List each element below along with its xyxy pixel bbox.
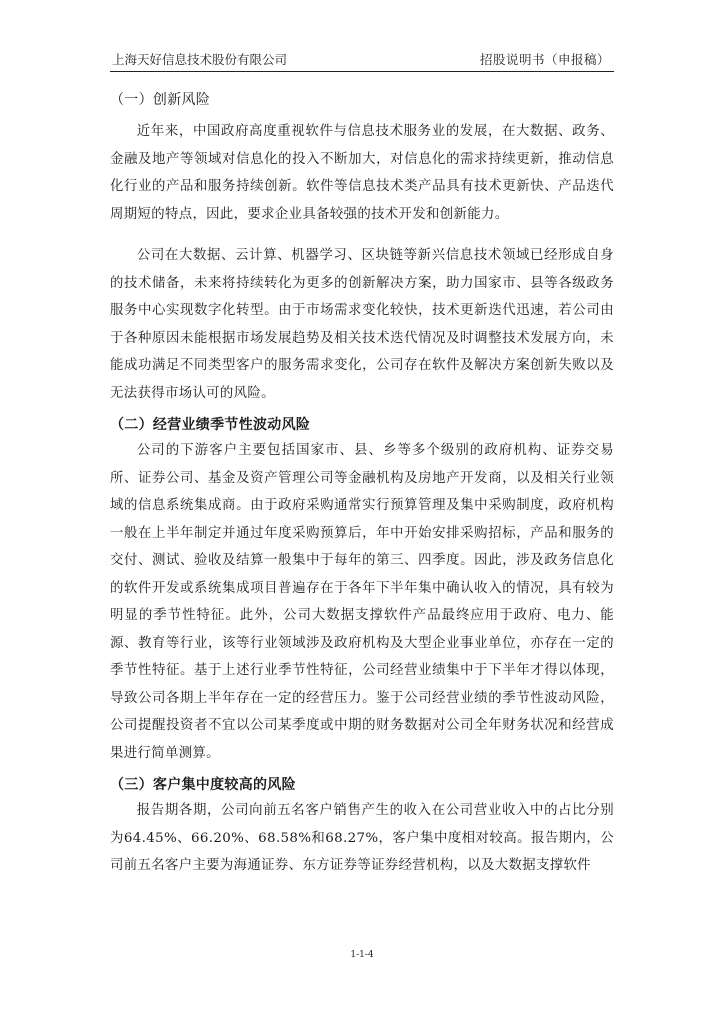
section-heading-customer-concentration-risk: （三）客户集中度较高的风险 xyxy=(110,777,296,793)
page-number: 1-1-4 xyxy=(350,950,374,960)
page-header xyxy=(110,50,614,70)
paragraph: 报告期各期，公司向前五名客户销售产生的收入在公司营业收入中的占比分别为64.45%、66.20%、68.58%和68.27%，客户集中度相对较高。报告期内，公司前五名客户主要为海通证券、东方证券等证券经营机构，以及大数据支撑软件 xyxy=(110,803,614,873)
paragraph: 近年来，中国政府高度重视软件与信息技术服务业的发展，在大数据、政务、金融及地产等领域对信息化的投入不断加大，对信息化的需求持续更新，推动信息化行业的产品和服务持续创新。软件等信息技术类产品具有技术更新快、产品迭代周期短的特点，因此，要求企业具备较强的技术开发和创新能力。 xyxy=(110,124,614,222)
section-heading-innovation-risk: （一）创新风险 xyxy=(110,92,211,108)
paragraph: 公司在大数据、云计算、机器学习、区块链等新兴信息技术领域已经形成自身的技术储备，未来将持续转化为更多的创新解决方案，助力国家市、县等各级政务服务中心实现数字化转型。由于市场需求变化较快，技术更新迭代迅速，若公司由于各种原因未能根据市场发展趋势及相关技术迭代情况及时调整技术发展方向，未能成功满足不同类型客户的服务需求变化，公司存在软件及解决方案创新失败以及无法获得市场认可的风险。 xyxy=(110,248,614,401)
section-heading-seasonality-risk: （二）经营业绩季节性波动风险 xyxy=(110,417,311,433)
paragraph: 公司的下游客户主要包括国家市、县、乡等多个级别的政府机构、证券交易所、证券公司、基金及资产管理公司等金融机构及房地产开发商，以及相关行业领域的信息系统集成商。由于政府采购通常实行预算管理及集中采购制度，政府机构一般在上半年制定并通过年度采购预算后，年中开始安排采购招标，产品和服务的交付、测试、验收及结算一般集中于每年的第三、四季度。因此，涉及政务信息化的软件开发或系统集成项目普遍存在于各年下半年集中确认收入的情况，具有较为明显的季节性特征。此外，公司大数据支撑软件产品最终应用于政府、电力、能源、教育等行业，该等行业领域涉及政府机构及大型企业事业单位，亦存在一定的季节性特征。基于上述行业季节性特征，公司经营业绩集中于下半年才得以体现，导致公司各期上半年存在一定的经营压力。鉴于公司经营业绩的季节性波动风险，公司提醒投资者不宜以公司某季度或中期的财务数据对公司全年财务状况和经营成果进行简单测算。 xyxy=(110,443,614,761)
header-divider xyxy=(110,71,614,72)
header-company-name: 上海天好信息技术股份有限公司 xyxy=(112,52,288,67)
header-document-title: 招股说明书（申报稿） xyxy=(479,52,610,67)
document-body xyxy=(110,88,614,880)
